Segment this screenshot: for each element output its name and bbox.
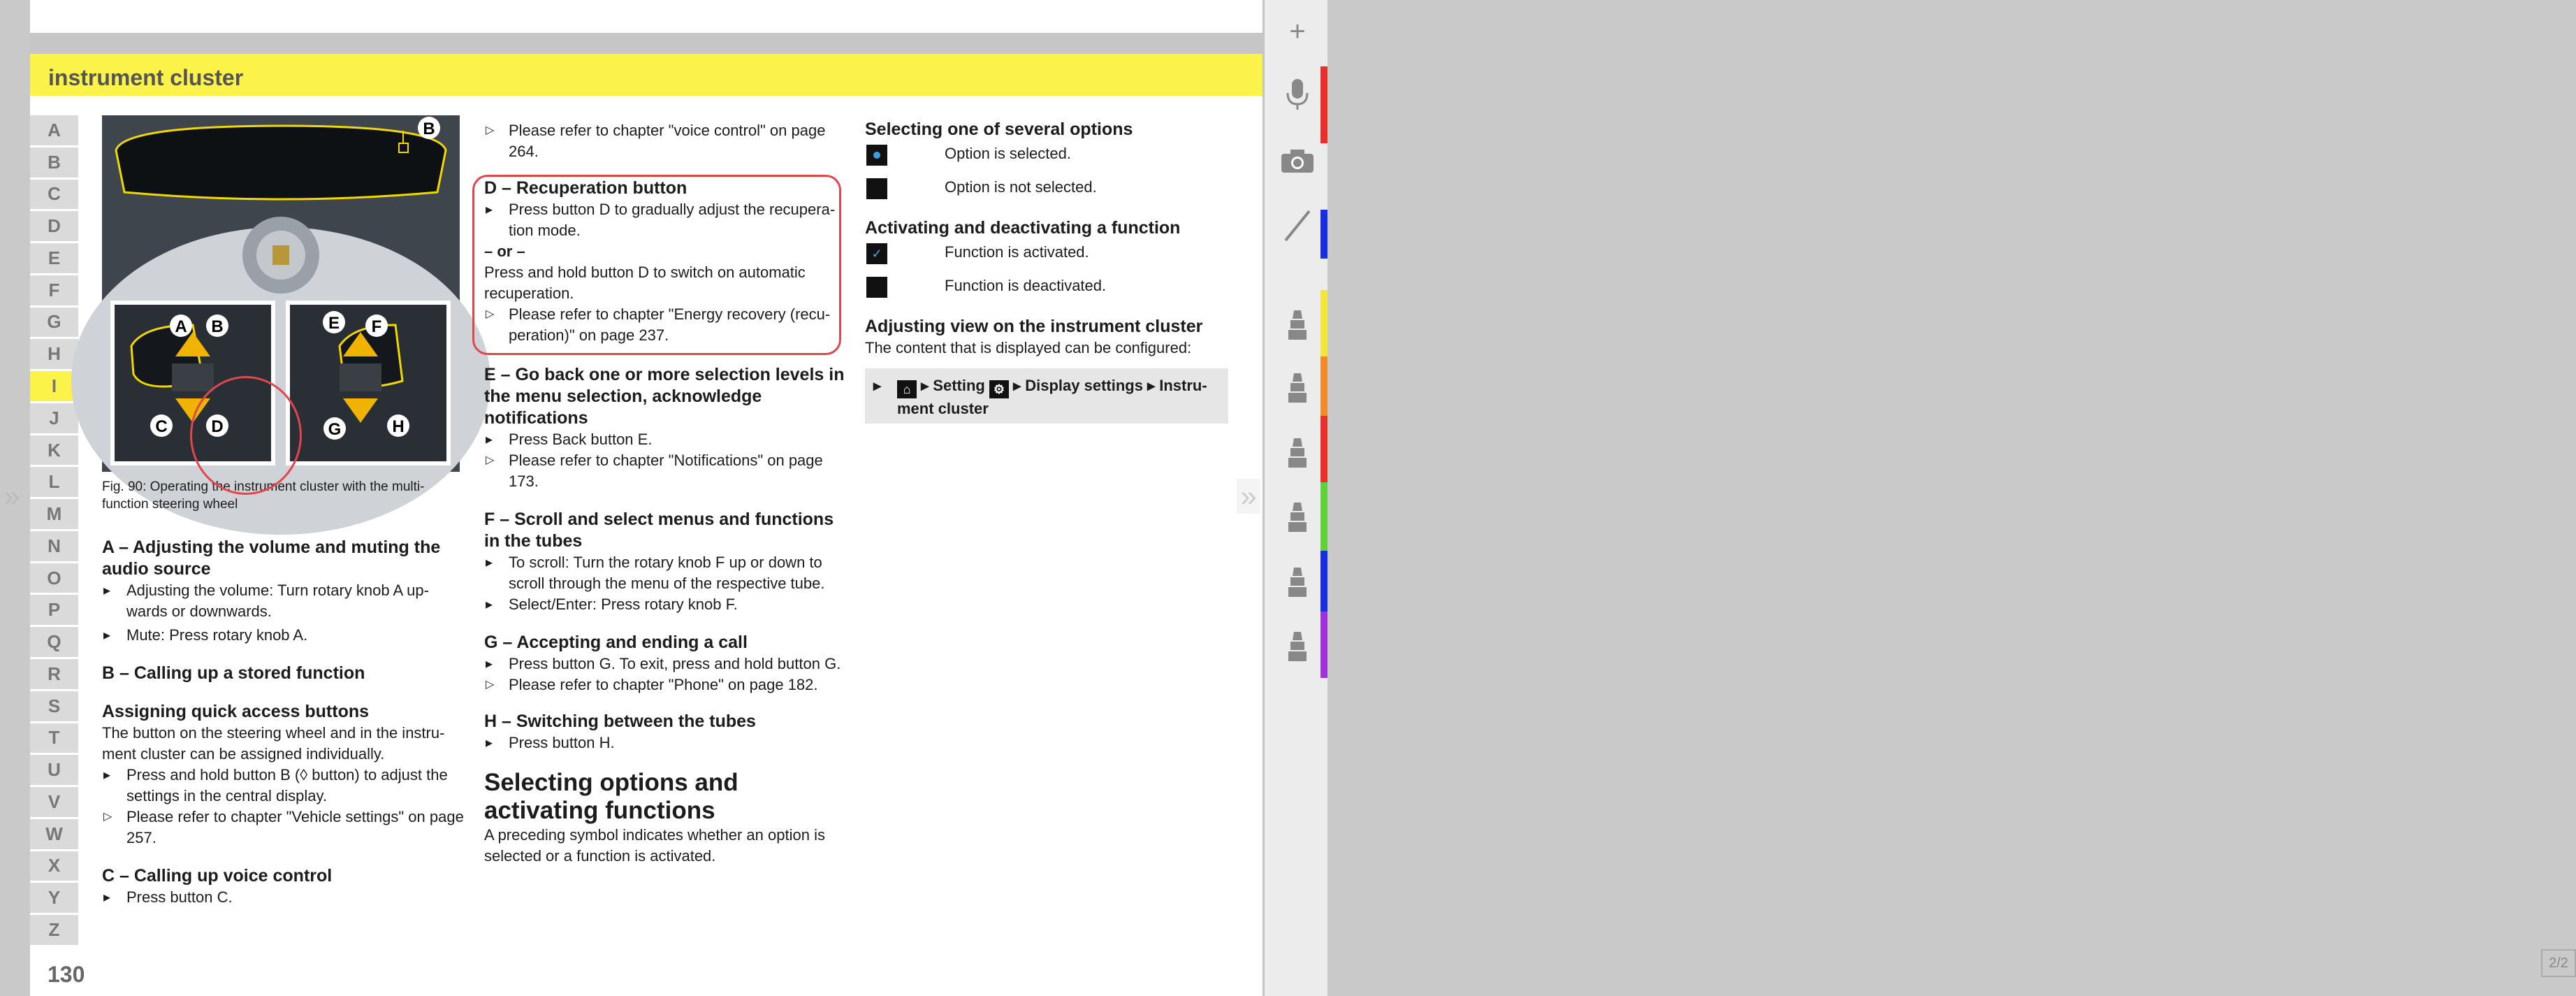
color-swatch[interactable] [1320, 612, 1327, 678]
option-unselected-row [865, 177, 1228, 210]
bullet: ▸ Adjusting the volume: Turn rotary knob A up-wards or downwards. [102, 580, 465, 622]
paragraph: A preceding symbol indicates whether an option is selected or a function is activated. [484, 826, 825, 865]
function-off-row [865, 275, 1228, 309]
top-bar [30, 33, 1262, 54]
microphone-icon[interactable] [1280, 77, 1315, 112]
home-icon: ⌂ [897, 380, 917, 398]
alphabet-index-a[interactable]: A [30, 115, 78, 147]
figure-label-f: F [371, 317, 382, 336]
function-on-row [865, 242, 1228, 275]
bullet: ▸ Press button H. [484, 732, 847, 753]
radio-unselected-icon [866, 178, 887, 199]
figure-label-b-top: B [423, 120, 435, 138]
function-label: Function is deactivated. [945, 277, 1107, 294]
heading-view: Adjusting view on the instrument cluster [865, 317, 1203, 336]
alphabet-index-s[interactable]: S [30, 691, 78, 723]
annotation-circle [190, 376, 302, 495]
tool-sidebar [1262, 0, 2568, 996]
heading-h: H – Switching between the tubes [484, 712, 756, 731]
alphabet-index-f[interactable]: F [30, 275, 78, 308]
alphabet-index-k[interactable]: K [30, 435, 78, 468]
bullet: ▸ Press button G. To exit, press and hold button G. [484, 654, 847, 674]
alphabet-index-o[interactable]: O [30, 563, 78, 596]
bullet: ▸ Press button C. [102, 887, 465, 908]
camera-icon[interactable] [1280, 143, 1315, 178]
alphabet-index-h[interactable]: H [30, 339, 78, 371]
bullet: ▸ Mute: Press rotary knob A. [102, 625, 465, 646]
heading-selecting: Selecting options and activating functions [484, 769, 738, 824]
alphabet-index-r[interactable]: R [30, 659, 78, 691]
heading-assign: Assigning quick access buttons [102, 702, 370, 721]
paragraph: The content that is displayed can be configured: [865, 339, 1192, 356]
figure-label-b: B [211, 317, 224, 336]
highlighter-icon[interactable] [1280, 565, 1315, 600]
alphabet-index-n[interactable]: N [30, 531, 78, 563]
color-swatch[interactable] [1320, 482, 1327, 551]
heading-activating: Activating and deactivating a function [865, 218, 1181, 238]
alphabet-index-d[interactable]: D [30, 211, 78, 243]
checkbox-checked-icon: ✓ [866, 243, 887, 264]
path-setting: Setting [933, 377, 985, 394]
color-swatch[interactable] [1320, 66, 1327, 143]
alphabet-index-i[interactable]: I [30, 371, 78, 403]
figure-label-h: H [392, 417, 405, 436]
previous-page-chevron-icon[interactable]: » [3, 479, 20, 512]
highlighter-icon[interactable] [1280, 629, 1315, 664]
heading-e: E – Go back one or more selection levels in the menu selection, acknowledge notifications [484, 365, 845, 428]
paragraph: Press and hold button D to switch on automatic recuperation. [484, 264, 806, 302]
bullet: ▸ Press Back button E. [484, 429, 847, 450]
alphabet-index-m[interactable]: M [30, 499, 78, 531]
bullet: ▸ Select/Enter: Press rotary knob F. [484, 594, 847, 615]
figure-label-e: E [328, 314, 340, 333]
color-swatch[interactable] [1320, 210, 1327, 259]
figure-label-c: C [155, 417, 168, 436]
section-header [30, 54, 1262, 96]
figure-label-a: A [175, 317, 187, 336]
alphabet-index-z[interactable]: Z [30, 915, 78, 947]
alphabet-index-c[interactable]: C [30, 180, 78, 212]
heading-b: B – Calling up a stored function [102, 663, 365, 683]
reference: ▷ Please refer to chapter "Energy recovery (recu-peration)" on page 237. [484, 304, 847, 346]
highlighter-icon[interactable] [1280, 500, 1315, 535]
path-display: Display settings [1025, 377, 1143, 394]
color-swatch[interactable] [1320, 416, 1327, 482]
highlighter-icon[interactable] [1280, 370, 1315, 405]
figure-caption: Fig. 90: Operating the instrument cluster with the multi-function steering wheel [102, 479, 425, 512]
column-3 [865, 119, 1228, 424]
heading-a: A – Adjusting the volume and muting the audio source [102, 537, 441, 579]
next-page-chevron-icon[interactable]: » [1237, 479, 1260, 514]
alphabet-index-w[interactable]: W [30, 819, 78, 851]
alphabet-index-b[interactable]: B [30, 147, 78, 180]
gear-icon: ⚙ [989, 380, 1009, 398]
pen-icon[interactable] [1280, 208, 1315, 243]
bullet: ▸ Press and hold button B (◊ button) to adjust the settings in the central display. [102, 765, 465, 807]
heading-c: C – Calling up voice control [102, 866, 333, 886]
alphabet-index-v[interactable]: V [30, 787, 78, 819]
reference: ▷ Please refer to chapter "Phone" on page 182. [484, 674, 847, 695]
menu-path: ▸ ⌂ ▸ Setting ⚙ ▸ Display settings ▸ Instru-ment cluster [865, 368, 1228, 424]
checkbox-unchecked-icon [866, 277, 887, 298]
column-1 [102, 524, 465, 908]
color-swatch[interactable] [1320, 290, 1327, 356]
heading-g: G – Accepting and ending a call [484, 633, 748, 652]
alphabet-index-y[interactable]: Y [30, 883, 78, 915]
alphabet-index-e[interactable]: E [30, 243, 78, 275]
alphabet-index-u[interactable]: U [30, 755, 78, 787]
heading-options: Selecting one of several options [865, 120, 1133, 139]
reference: ▷ Please refer to chapter "Notifications" on page 173. [484, 450, 847, 492]
alphabet-index [30, 115, 78, 947]
bullet: ▸ To scroll: Turn the rotary knob F up or down to scroll through the menu of the respective tube. [484, 552, 847, 594]
heading-f: F – Scroll and select menus and functions in the tubes [484, 510, 834, 551]
alphabet-index-g[interactable]: G [30, 308, 78, 340]
function-label: Function is activated. [945, 243, 1089, 261]
radio-selected-icon [866, 145, 887, 166]
or-separator: – or – [484, 243, 525, 260]
figure-label-g: G [328, 420, 342, 439]
highlighter-icon[interactable] [1280, 308, 1315, 342]
alphabet-index-j[interactable]: J [30, 403, 78, 435]
path-instrument: Instru-ment cluster [897, 377, 1207, 417]
page-number: 130 [48, 962, 85, 987]
page-indicator[interactable]: 2/2 [2541, 949, 2576, 977]
paragraph: The button on the steering wheel and in the instru-ment cluster can be assigned individually. [102, 724, 445, 763]
heading-d: D – Recuperation button [484, 178, 687, 198]
annotation-box [472, 175, 841, 355]
alphabet-index-q[interactable]: Q [30, 627, 78, 659]
reference: ▷ Please refer to chapter "voice control" on page 264. [484, 120, 847, 162]
plus-icon[interactable]: + [1289, 15, 1306, 47]
option-label: Option is not selected. [945, 178, 1097, 196]
highlighter-icon[interactable] [1280, 435, 1315, 470]
alphabet-index-p[interactable]: P [30, 595, 78, 627]
alphabet-index-l[interactable]: L [30, 467, 78, 499]
reference: ▷ Please refer to chapter "Vehicle settings" on page 257. [102, 807, 465, 849]
color-swatch[interactable] [1320, 551, 1327, 612]
alphabet-index-t[interactable]: T [30, 723, 78, 756]
color-swatch[interactable] [1320, 356, 1327, 416]
alphabet-index-x[interactable]: X [30, 851, 78, 883]
option-selected-row [865, 143, 1228, 177]
option-label: Option is selected. [945, 145, 1071, 162]
figure-label-d: D [211, 417, 224, 436]
section-title: instrument cluster [48, 65, 244, 90]
bullet: ▸ Press button D to gradually adjust the recupera-tion mode. [484, 199, 847, 241]
